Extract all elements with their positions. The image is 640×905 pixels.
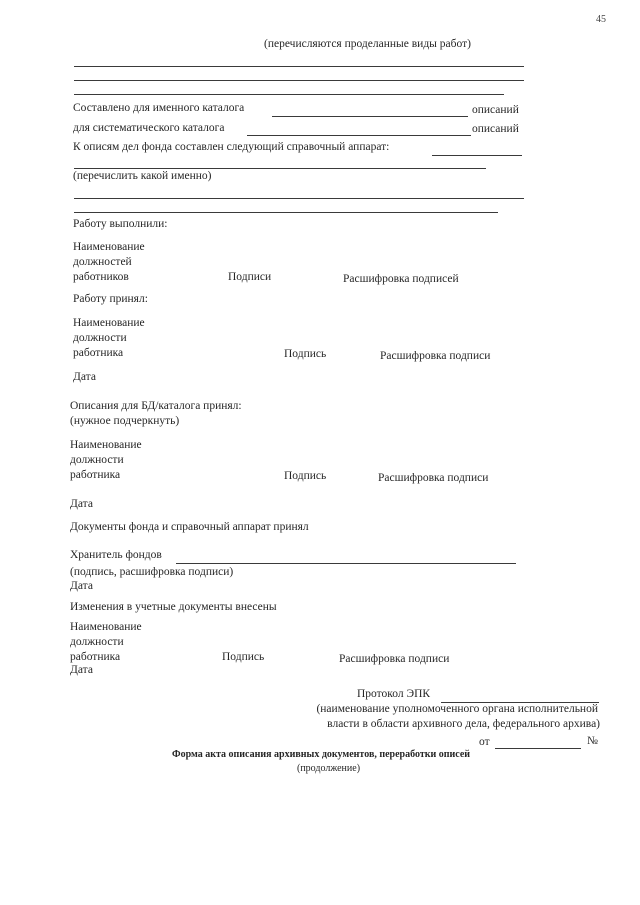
performed-heading: Работу выполнили: (73, 218, 168, 230)
works-caption: (перечисляются проделанные виды работ) (264, 38, 471, 50)
db-catalog-date: Дата (70, 498, 93, 510)
reference-apparatus-blank (432, 155, 522, 156)
fund-documents-date: Дата (70, 580, 93, 592)
accepted-date: Дата (73, 371, 96, 383)
protocol-note-2: власти в области архивного дела, федерального архива) (327, 718, 600, 730)
db-catalog-signature-decoding: Расшифровка подписи (378, 472, 489, 484)
performed-signatures-decoding: Расшифровка подписей (343, 273, 459, 285)
performed-position-3: работников (73, 271, 129, 283)
systematic-catalog-suffix: описаний (472, 123, 519, 135)
protocol-note-1: (наименование уполномоченного органа исполнительной (316, 703, 598, 715)
accepted-position-1: Наименование (73, 317, 145, 329)
db-catalog-signature: Подпись (284, 470, 327, 482)
db-catalog-position-1: Наименование (70, 439, 142, 451)
keeper-blank (176, 563, 516, 564)
db-catalog-heading: Описания для БД/каталога принял: (70, 400, 242, 412)
form-subtitle: (продолжение) (297, 763, 361, 774)
protocol-number-sign: № (587, 735, 598, 747)
form-title: Форма акта описания архивных документов, переработки описей (172, 749, 471, 760)
protocol-label: Протокол ЭПК (357, 688, 431, 700)
changes-date: Дата (70, 664, 93, 676)
accepted-heading: Работу принял: (73, 293, 148, 305)
specify-line-2 (74, 212, 498, 213)
specify-line-1 (74, 198, 524, 199)
accepted-signature: Подпись (284, 348, 327, 360)
accepted-position-2: должности (73, 332, 127, 344)
changes-position-2: должности (70, 636, 124, 648)
changes-position-1: Наименование (70, 621, 142, 633)
keeper-note: (подпись, расшифровка подписи) (70, 566, 234, 578)
reference-apparatus-line (74, 168, 486, 169)
specify-caption: (перечислить какой именно) (73, 170, 212, 182)
keeper-label: Хранитель фондов (70, 549, 162, 561)
nominal-catalog-blank (272, 116, 468, 117)
page-number: 45 (596, 14, 606, 25)
performed-signatures: Подписи (228, 271, 272, 283)
db-catalog-position-2: должности (70, 454, 124, 466)
protocol-date-blank (495, 748, 581, 749)
systematic-catalog-blank (247, 135, 471, 136)
performed-position-2: должностей (73, 256, 132, 268)
nominal-catalog-label: Составлено для именного каталога (73, 102, 245, 114)
accepted-position-3: работника (73, 347, 124, 359)
performed-position-1: Наименование (73, 241, 145, 253)
systematic-catalog-label: для систематического каталога (73, 122, 225, 134)
protocol-from-label: от (479, 736, 490, 748)
changes-signature-decoding: Расшифровка подписи (339, 653, 450, 665)
fund-documents-heading: Документы фонда и справочный аппарат принял (70, 521, 309, 533)
changes-heading: Изменения в учетные документы внесены (70, 601, 277, 613)
changes-position-3: работника (70, 651, 121, 663)
works-line-2 (74, 80, 524, 81)
db-catalog-position-3: работника (70, 469, 121, 481)
changes-signature: Подпись (222, 651, 265, 663)
works-line-3 (74, 94, 504, 95)
accepted-signature-decoding: Расшифровка подписи (380, 350, 491, 362)
db-catalog-note: (нужное подчеркнуть) (70, 415, 180, 427)
works-line-1 (74, 66, 524, 67)
nominal-catalog-suffix: описаний (472, 104, 519, 116)
reference-apparatus-label: К описям дел фонда составлен следующий справочный аппарат: (73, 141, 390, 153)
